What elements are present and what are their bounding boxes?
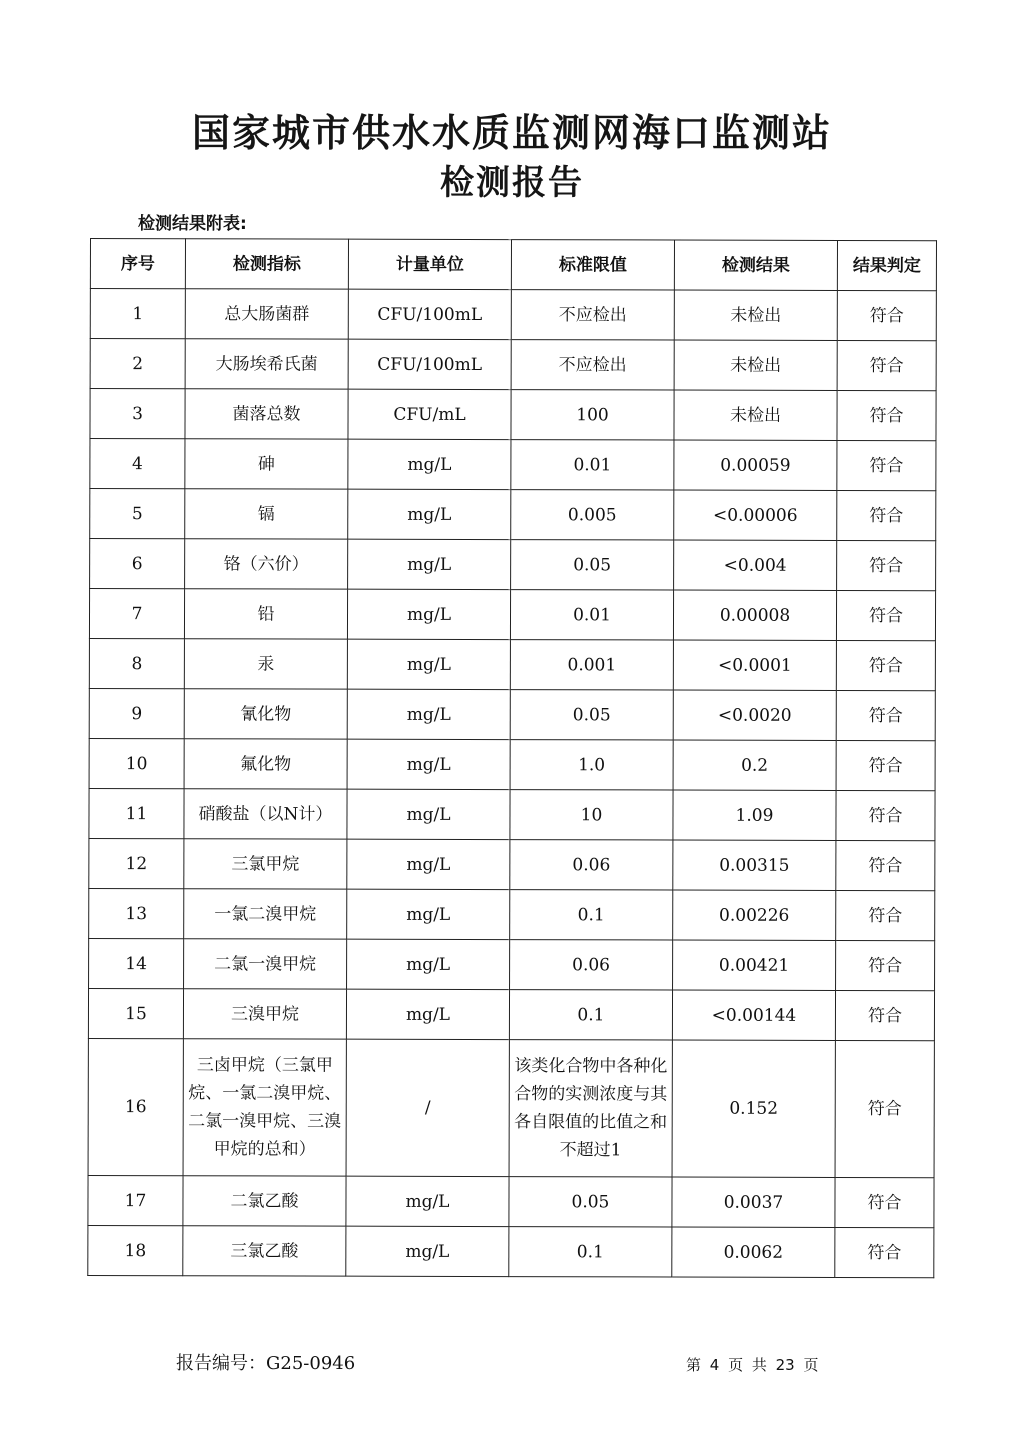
row-number: 10 — [89, 738, 184, 788]
indicator-name: 三卤甲烷（三氯甲烷、一氯二溴甲烷、二氯一溴甲烷、三溴甲烷的总和） — [183, 1039, 346, 1176]
limit-cell: 0.06 — [510, 840, 673, 890]
unit-cell: CFU/100mL — [348, 339, 511, 389]
unit-cell: mg/L — [346, 1176, 509, 1226]
table-row — [88, 1038, 934, 1177]
row-number: 4 — [90, 439, 185, 489]
indicator-name: 三溴甲烷 — [183, 989, 346, 1039]
row-number: 1 — [90, 289, 185, 339]
verdict-cell: 符合 — [835, 1177, 934, 1227]
limit-cell: 0.005 — [511, 490, 674, 540]
limit-cell: 1.0 — [510, 740, 673, 790]
limit-cell: 0.05 — [509, 1177, 672, 1227]
result-cell: 0.00226 — [673, 890, 836, 940]
limit-cell: 0.01 — [510, 590, 673, 640]
indicator-name: 总大肠菌群 — [185, 289, 348, 339]
unit-cell: / — [346, 1039, 509, 1176]
result-cell: <0.0020 — [673, 690, 836, 740]
unit-cell: mg/L — [347, 689, 510, 739]
limit-cell: 0.1 — [509, 990, 672, 1040]
result-cell: <0.00144 — [672, 990, 835, 1040]
table-row — [90, 389, 936, 441]
table-row — [89, 688, 935, 740]
verdict-cell: 符合 — [837, 540, 936, 590]
row-number: 3 — [90, 389, 185, 439]
row-number: 2 — [90, 339, 185, 389]
unit-cell: mg/L — [348, 439, 511, 489]
row-number: 11 — [89, 788, 184, 838]
indicator-name: 氟化物 — [184, 739, 347, 789]
table-row — [88, 1225, 934, 1277]
limit-cell: 0.1 — [509, 1227, 672, 1277]
indicator-name: 三氯甲烷 — [184, 839, 347, 889]
verdict-cell: 符合 — [836, 690, 935, 740]
verdict-cell: 符合 — [836, 890, 935, 940]
limit-cell: 0.001 — [510, 640, 673, 690]
result-cell: 0.00059 — [674, 440, 837, 490]
table-row — [89, 938, 935, 990]
indicator-name: 砷 — [185, 439, 348, 489]
limit-cell: 0.06 — [510, 940, 673, 990]
table-row — [90, 289, 936, 341]
result-cell: 0.0062 — [672, 1227, 835, 1277]
table-row — [88, 988, 934, 1040]
header-cell: 检测指标 — [185, 239, 348, 289]
table-row — [90, 489, 936, 541]
row-number: 13 — [89, 888, 184, 938]
verdict-cell: 符合 — [835, 990, 934, 1040]
indicator-name: 氰化物 — [184, 689, 347, 739]
indicator-name: 镉 — [185, 489, 348, 539]
report-title: 国家城市供水水质监测网海口监测站 — [191, 111, 832, 155]
row-number: 6 — [90, 539, 185, 589]
limit-cell: 0.01 — [511, 440, 674, 490]
limit-cell: 不应检出 — [511, 290, 674, 340]
table-row — [89, 838, 935, 890]
result-cell: 0.00315 — [673, 840, 836, 890]
indicator-name: 一氯二溴甲烷 — [184, 889, 347, 939]
result-cell: 0.00008 — [673, 590, 836, 640]
row-number: 8 — [89, 638, 184, 688]
table-header-row — [90, 239, 936, 291]
result-cell: 未检出 — [674, 390, 837, 440]
verdict-cell: 符合 — [837, 490, 936, 540]
result-cell: 1.09 — [673, 790, 836, 840]
header-cell: 标准限值 — [511, 240, 674, 290]
unit-cell: mg/L — [346, 1226, 509, 1276]
row-number: 18 — [88, 1225, 183, 1275]
unit-cell: mg/L — [347, 939, 510, 989]
result-cell: 未检出 — [674, 290, 837, 340]
indicator-name: 汞 — [184, 639, 347, 689]
result-cell: <0.0001 — [673, 640, 836, 690]
unit-cell: CFU/100mL — [348, 289, 511, 339]
verdict-cell: 符合 — [836, 740, 935, 790]
verdict-cell: 符合 — [837, 440, 936, 490]
limit-cell: 0.05 — [510, 690, 673, 740]
table-row — [89, 638, 935, 690]
verdict-cell: 符合 — [837, 290, 936, 340]
indicator-name: 二氯乙酸 — [183, 1176, 346, 1226]
result-cell: 0.2 — [673, 740, 836, 790]
row-number: 9 — [89, 688, 184, 738]
row-number: 5 — [90, 489, 185, 539]
indicator-name: 二氯一溴甲烷 — [184, 939, 347, 989]
unit-cell: mg/L — [347, 789, 510, 839]
verdict-cell: 符合 — [836, 590, 935, 640]
indicator-name: 大肠埃希氏菌 — [185, 339, 348, 389]
table-row — [90, 439, 936, 491]
unit-cell: mg/L — [347, 739, 510, 789]
table-body — [88, 289, 937, 1278]
result-cell: 0.0037 — [672, 1177, 835, 1227]
unit-cell: CFU/mL — [348, 389, 511, 439]
results-table — [87, 238, 937, 1278]
indicator-name: 三氯乙酸 — [183, 1226, 346, 1276]
row-number: 17 — [88, 1175, 183, 1225]
unit-cell: mg/L — [348, 539, 511, 589]
verdict-cell: 符合 — [837, 390, 936, 440]
header-cell: 结果判定 — [837, 240, 936, 290]
table-row — [89, 589, 935, 641]
indicator-name: 铬（六价） — [185, 539, 348, 589]
unit-cell: mg/L — [346, 989, 509, 1039]
result-cell: 0.152 — [672, 1040, 835, 1177]
verdict-cell: 符合 — [836, 790, 935, 840]
table-row — [89, 738, 935, 790]
unit-cell: mg/L — [347, 839, 510, 889]
table-row — [89, 888, 935, 940]
unit-cell: mg/L — [347, 639, 510, 689]
result-cell: 0.00421 — [673, 940, 836, 990]
verdict-cell: 符合 — [836, 640, 935, 690]
header-cell: 计量单位 — [348, 239, 511, 289]
row-number: 7 — [89, 589, 184, 639]
limit-cell: 100 — [511, 390, 674, 440]
table-row — [89, 788, 935, 840]
limit-cell: 0.05 — [511, 540, 674, 590]
header-cell: 检测结果 — [674, 240, 837, 290]
indicator-name: 硝酸盐（以N计） — [184, 789, 347, 839]
verdict-cell: 符合 — [836, 940, 935, 990]
table-caption: 检测结果附表: — [138, 214, 247, 234]
result-cell: <0.00006 — [674, 490, 837, 540]
unit-cell: mg/L — [347, 589, 510, 639]
unit-cell: mg/L — [348, 489, 511, 539]
row-number: 15 — [88, 988, 183, 1038]
report-subtitle: 检测报告 — [440, 163, 584, 203]
page-number: 第 4 页 共 23 页 — [686, 1356, 819, 1374]
verdict-cell: 符合 — [835, 1040, 934, 1177]
table-row — [90, 339, 936, 391]
report-number: 报告编号：G25-0946 — [176, 1353, 356, 1374]
result-cell: <0.004 — [674, 540, 837, 590]
row-number: 14 — [89, 938, 184, 988]
indicator-name: 菌落总数 — [185, 389, 348, 439]
result-cell: 未检出 — [674, 340, 837, 390]
limit-cell: 0.1 — [510, 890, 673, 940]
unit-cell: mg/L — [347, 889, 510, 939]
limit-cell: 该类化合物中各种化合物的实测浓度与其各自限值的比值之和不超过1 — [509, 1040, 672, 1177]
row-number: 12 — [89, 838, 184, 888]
indicator-name: 铅 — [184, 589, 347, 639]
header-cell: 序号 — [90, 239, 185, 289]
verdict-cell: 符合 — [835, 1227, 934, 1277]
limit-cell: 10 — [510, 790, 673, 840]
verdict-cell: 符合 — [836, 840, 935, 890]
table-row — [90, 539, 936, 591]
limit-cell: 不应检出 — [511, 340, 674, 390]
table-row — [88, 1175, 934, 1227]
verdict-cell: 符合 — [837, 340, 936, 390]
row-number: 16 — [88, 1038, 183, 1175]
